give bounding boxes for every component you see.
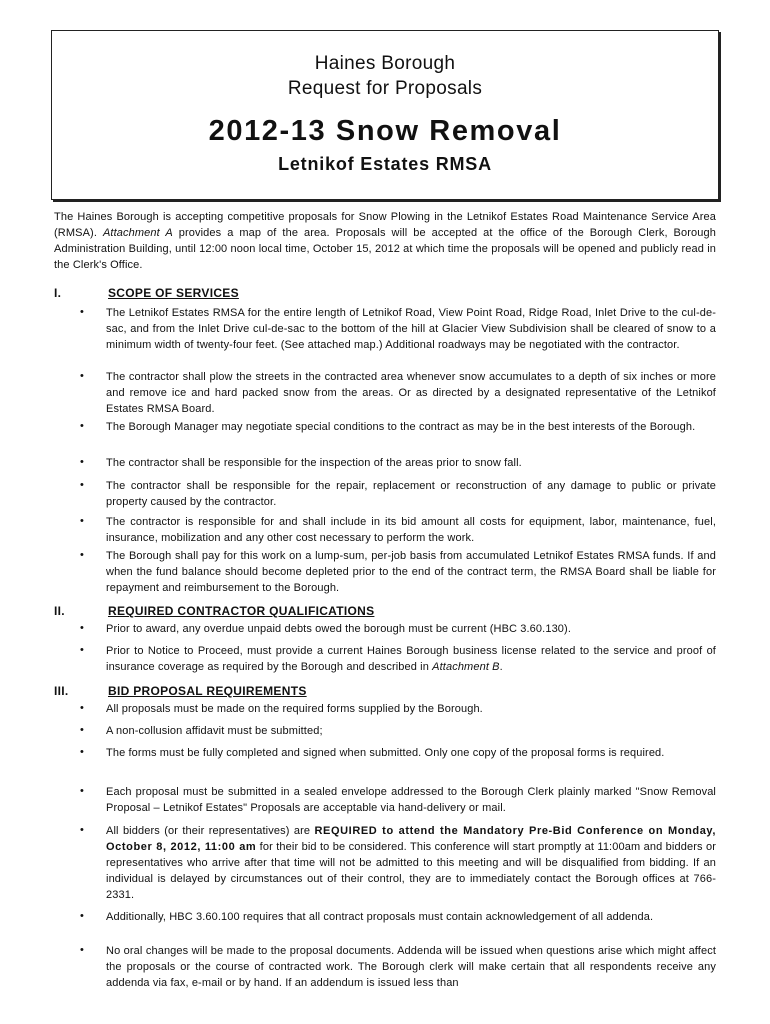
intro-text-1: The Haines Borough is accepting competitive proposals for Snow Plowing in the Letnikof Estates Road Maintenance Service Area (RMSA).: [54, 211, 716, 239]
document-subtitle: Letnikof Estates RMSA: [278, 154, 492, 174]
list-item: The contractor is responsible for and shall include in its bid amount all costs for equipment, labor, maintenance, fuel, insurance, mobilization and any other cost necessary to perform the work.: [106, 516, 716, 544]
list-item: All proposals must be made on the required forms supplied by the Borough.: [106, 703, 483, 715]
bullet-icon: •: [80, 622, 84, 634]
section-qualifications-heading: [54, 604, 374, 618]
title-box: [51, 30, 719, 200]
document-title: 2012-13 Snow Removal: [208, 115, 562, 147]
item-text: Prior to Notice to Proceed, must provide a current Haines Borough business license related to the service and proof of insurance coverage as required by the Borough and described in: [106, 645, 716, 673]
bullet-icon: •: [80, 479, 84, 491]
list-item: The Borough Manager may negotiate special conditions to the contract as may be in the best interests of the Borough.: [106, 421, 696, 433]
bullet-icon: •: [80, 515, 84, 527]
list-item: The Borough shall pay for this work on a lump-sum, per-job basis from accumulated Letnikof Estates RMSA funds. If and when the fund balance should become depleted prior to the end of the contract term, the RMSA Board shall be liable for repayment and reimbursement to the Borough.: [106, 550, 716, 594]
bullet-icon: •: [80, 549, 84, 561]
bullet-icon: •: [80, 644, 84, 656]
item-text: .: [499, 661, 503, 673]
list-item: The contractor shall be responsible for the inspection of the areas prior to snow fall.: [106, 457, 522, 469]
bullet-icon: •: [80, 746, 84, 758]
list-item: Additionally, HBC 3.60.100 requires that all contract proposals must contain acknowledgement of all addenda.: [106, 911, 654, 923]
section-title: SCOPE OF SERVICES: [108, 286, 239, 300]
section-bid-requirements-heading: [54, 684, 307, 698]
intro-paragraph: [54, 209, 716, 273]
mandatory-conference-notice: REQUIRED to attend the Mandatory Pre-Bid Conference on Monday, October 8, 2012, 11:00 am: [106, 825, 716, 853]
bullet-icon: •: [80, 702, 84, 714]
bullet-icon: •: [80, 724, 84, 736]
attachment-a-ref: Attachment A: [102, 227, 173, 239]
list-item: A non-collusion affidavit must be submitted;: [106, 725, 323, 737]
bullet-icon: •: [80, 306, 84, 318]
intro-text-2: provides a map of the area. Proposals will be accepted at the office of the Borough Clerk, Borough Administration Building, until 12:00 noon local time, October 15, 2012 at which time the proposals will be opened and publicly read in the Clerk's Office.: [54, 227, 716, 271]
organization-name: Haines Borough: [314, 53, 456, 74]
section-scope-heading: [54, 286, 239, 300]
bullet-icon: •: [80, 785, 84, 797]
list-item: No oral changes will be made to the proposal documents. Addenda will be issued when questions arise which might affect the proposals or the course of contracted work. The Borough clerk will make certain that all respondents receive any addenda via fax, e-mail or by hand. If an addendum is issued less than: [106, 945, 716, 989]
list-item: The contractor shall plow the streets in the contracted area whenever snow accumulates to a depth of six inches or more and remove ice and hard packed snow from the areas. Or as directed by a designated representative of the Letnikof Estates RMSA Board.: [106, 371, 716, 415]
bullet-icon: •: [80, 910, 84, 922]
bullet-icon: •: [80, 456, 84, 468]
list-item: The Letnikof Estates RMSA for the entire length of Letnikof Road, View Point Road, Ridge Road, Inlet Drive to the cul-de-sac, and from the Inlet Drive cul-de-sac to the bottom of the hill at Glacier View Subdivision shall be cleared of snow to a minimum width of twenty-four feet. (See attached map.) Additional roadways may be negotiated with the contractor.: [106, 307, 716, 351]
section-number: II.: [54, 604, 65, 618]
item-text: for their bid to be considered. This conference will start promptly at 11:00am and bidders or representatives who arrive after that time will not be admitted to this meeting and will be disqualified from bidding. If an individual is delayed by circumstances out of their control, they are to immediately contact the Borough offices at 766-2331.: [106, 841, 716, 901]
item-text: All bidders (or their representatives) are: [106, 825, 315, 837]
bullet-icon: •: [80, 420, 84, 432]
list-item: Prior to award, any overdue unpaid debts owed the borough must be current (HBC 3.60.130).: [106, 623, 571, 635]
section-number: III.: [54, 684, 69, 698]
section-title: BID PROPOSAL REQUIREMENTS: [108, 684, 307, 698]
list-item: [106, 643, 716, 675]
section-title: REQUIRED CONTRACTOR QUALIFICATIONS: [108, 604, 375, 618]
bullet-icon: •: [80, 944, 84, 956]
attachment-b-ref: Attachment B: [432, 661, 500, 673]
list-item: The contractor shall be responsible for the repair, replacement or reconstruction of any damage to public or private property caused by the contractor.: [106, 480, 716, 508]
bullet-icon: •: [80, 370, 84, 382]
list-item: [106, 823, 716, 903]
bullet-icon: •: [80, 824, 84, 836]
list-item: The forms must be fully completed and signed when submitted. Only one copy of the proposal forms is required.: [106, 747, 665, 759]
list-item: Each proposal must be submitted in a sealed envelope addressed to the Borough Clerk plainly marked "Snow Removal Proposal – Letnikof Estates" Proposals are acceptable via hand-delivery or mail.: [106, 786, 716, 814]
document-type: Request for Proposals: [287, 78, 483, 99]
section-number: I.: [54, 286, 62, 300]
